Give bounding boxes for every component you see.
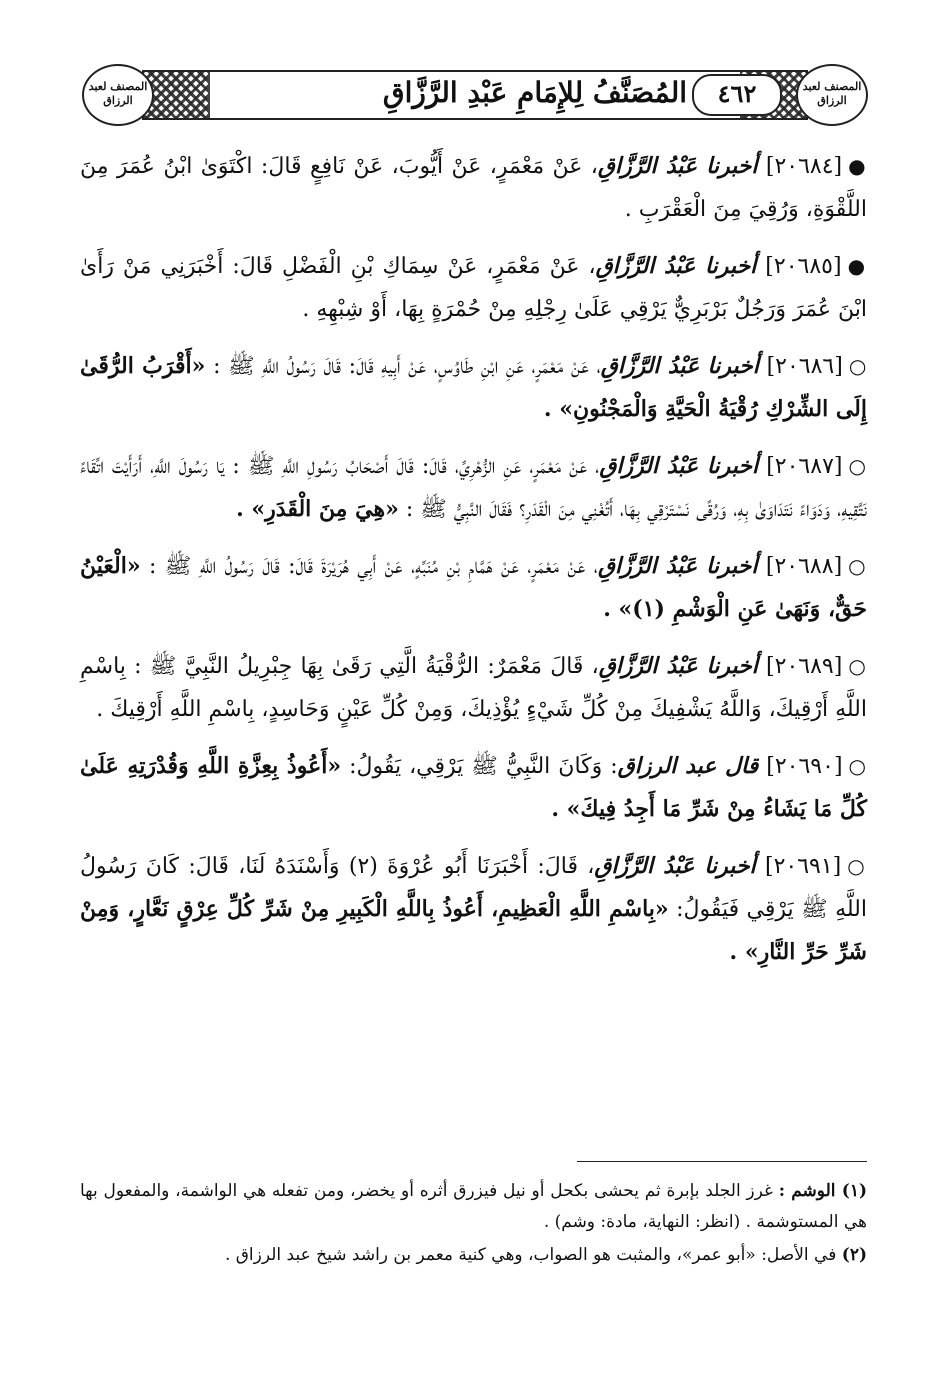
hadith-number: [٢٠٦٨٧] xyxy=(766,454,843,479)
entry-marker: ○ xyxy=(848,754,867,778)
page-header xyxy=(80,62,870,132)
seal-emblem-right: المصنف لعبد الرزاق xyxy=(796,64,868,126)
isnad-source: أخبرنا عَبْدُ الرَّزَّاقِ xyxy=(597,553,758,579)
footnotes xyxy=(80,1176,867,1273)
hadith-quote: «أَعُوذُ بِعِزَّةِ اللَّهِ وَقُدْرَتِهِ عَلَىٰ كُلِّ مَا يَشَاءُ مِنْ شَرِّ مَا أَجِدُ فِيكَ» . xyxy=(80,753,867,822)
seal-emblem-left: المصنف لعبد الرزاق xyxy=(82,64,154,126)
page-number: ٤٦٢ xyxy=(692,74,782,116)
hadith-number: [٢٠٦٩١] xyxy=(764,854,842,879)
hadith-text: ، عَنْ مَعْمَرٍ، عَنِ الزُّهْرِيِّ، قَالَ: قَالَ أَصْحَابُ رَسُولِ اللَّهِ ﷺ : يَا رَسُولَ اللَّهِ، أَرَأَيْتَ اتِّقَاءً نَتَّقِيهِ، وَدَوَاءً نَتَدَاوَىٰ بِهِ، وَرُقًى نَسْتَرْقِي بِهَا، أَتُغْنِي مِنَ الْقَدَرِ؟ فَقَالَ النَّبِيُّ ﷺ : xyxy=(80,454,867,522)
isnad-source: أخبرنا عَبْدُ الرَّزَّاقِ xyxy=(600,353,759,379)
hadith-quote: «الْعَيْنُ حَقٌّ، وَنَهَىٰ عَنِ الْوَشْمِ (١)» . xyxy=(80,553,867,622)
entry-marker: ○ xyxy=(848,554,868,578)
footnote-text: في الأصل: «أبو عمر»، والمثبت هو الصواب، وهي كنية معمر بن راشد شيخ عبد الرزاق . xyxy=(224,1245,837,1265)
hadith-text: ، عَنْ مَعْمَرٍ، عَنْ هَمَّامِ بْنِ مُنَبِّهٍ، عَنْ أَبِي هُرَيْرَةَ قَالَ: قَالَ رَسُولُ اللَّهِ ﷺ : xyxy=(148,554,598,579)
hadith-entry xyxy=(80,145,867,231)
footnote-text: غرز الجلد بإبرة ثم يحشى بكحل أو نيل فيزرق أثره أو يخضر، ومن تفعله هي الواشمة، والمفعول بها هي المستوشمة . (انظر: النهاية، مادة: وشم) . xyxy=(80,1181,867,1232)
hadith-number: [٢٠٦٨٥] xyxy=(765,254,842,279)
entry-marker: ○ xyxy=(847,854,867,878)
hadith-entry xyxy=(80,545,867,631)
hadith-number: [٢٠٦٩٠] xyxy=(766,754,843,779)
hadith-entry xyxy=(80,645,867,731)
hadith-text: ، عَنْ مَعْمَرٍ، عَنْ أَيُّوبَ، عَنْ نَافِعٍ قَالَ: اكْتَوَىٰ ابْنُ عُمَرَ مِنَ اللَّقْوَةِ، وَرُقِيَ مِنَ الْعَقْرَبِ . xyxy=(80,154,867,222)
hadith-quote: «هِيَ مِنَ الْقَدَرِ» . xyxy=(236,496,399,522)
hadith-quote: «بِاسْمِ اللَّهِ الْعَظِيمِ، أَعُوذُ بِاللَّهِ الْكَبِيرِ مِنْ شَرِّ كُلِّ عِرْقٍ نَعَّارٍ، وَمِنْ شَرِّ حَرِّ النَّارِ» . xyxy=(80,896,867,965)
isnad-source: قال عبد الرزاق xyxy=(617,753,759,779)
footnote-label: (١) الوشم : xyxy=(778,1181,867,1201)
entry-marker: ● xyxy=(848,154,867,178)
isnad-source: أخبرنا عَبْدُ الرَّزَّاقِ xyxy=(595,253,757,279)
hadith-number: [٢٠٦٨٨] xyxy=(765,554,843,579)
hadith-text: ، قَالَ: أَخْبَرَنَا أَبُو عُرْوَةَ (٢) وَأَسْنَدَهُ لَنَا، قَالَ: كَانَ رَسُولُ اللَّهِ ﷺ يَرْقِي فَيَقُولُ: xyxy=(80,854,867,922)
running-title: المُصَنَّفُ لِلإِمَامِ عَبْدِ الرَّزَّاقِ xyxy=(382,76,688,109)
hadith-number: [٢٠٦٨٤] xyxy=(765,154,843,179)
hadith-quote: «أَقْرَبُ الرُّقَىٰ إِلَى الشِّرْكِ رُقْيَةُ الْحَيَّةِ وَالْمَجْنُونِ» . xyxy=(80,353,867,422)
hadith-text: ، عَنْ مَعْمَرٍ، عَنْ سِمَاكِ بْنِ الْفَضْلِ قَالَ: أَخْبَرَنِي مَنْ رَأَىٰ ابْنَ عُمَرَ وَرَجُلٌ بَرْبَرِيٌّ يَرْقِي عَلَىٰ رِجْلِهِ مِنْ حُمْرَةٍ بِهَا، أَوْ شِبْهِهِ . xyxy=(80,254,867,322)
footnote-divider xyxy=(577,1161,867,1162)
hadith-entry xyxy=(80,245,867,331)
hadith-text: ، قَالَ مَعْمَرٌ: الرُّقْيَةُ الَّتِي رَقَىٰ بِهَا جِبْرِيلُ النَّبِيَّ ﷺ : بِاسْمِ اللَّهِ أَرْقِيكَ، وَاللَّهُ يَشْفِيكَ مِنْ كُلِّ شَيْءٍ يُؤْذِيكَ، وَمِنْ كُلِّ عَيْنٍ وَحَاسِدٍ، بِاسْمِ اللَّهِ أَرْقِيكَ . xyxy=(80,654,867,722)
entry-marker: ○ xyxy=(848,654,867,678)
hadith-number: [٢٠٦٨٩] xyxy=(766,654,843,679)
hadith-number: [٢٠٦٨٦] xyxy=(766,354,843,379)
hadith-entry xyxy=(80,845,867,974)
hadith-entry xyxy=(80,445,867,531)
entry-marker: ● xyxy=(847,254,868,278)
isnad-source: أخبرنا عَبْدُ الرَّزَّاقِ xyxy=(594,853,756,879)
main-text xyxy=(80,145,867,988)
entry-marker: ○ xyxy=(848,354,867,378)
isnad-source: أخبرنا عَبْدُ الرَّزَّاقِ xyxy=(599,453,759,479)
hadith-entry xyxy=(80,745,867,831)
hadith-entry xyxy=(80,345,867,431)
footnote xyxy=(80,1240,867,1271)
footnote-label: (٢) xyxy=(841,1245,867,1265)
hadith-text: ، عَنْ مَعْمَرٍ، عَنِ ابْنِ طَاوُسٍ، عَنْ أَبِيهِ قَالَ: قَالَ رَسُولُ اللَّهِ ﷺ : xyxy=(213,354,601,379)
isnad-source: أخبرنا عَبْدُ الرَّزَّاقِ xyxy=(597,153,758,179)
entry-marker: ○ xyxy=(848,454,867,478)
isnad-source: أخبرنا عَبْدُ الرَّزَّاقِ xyxy=(598,653,758,679)
footnote xyxy=(80,1176,867,1238)
hadith-text: : وَكَانَ النَّبِيُّ ﷺ يَرْقِي، يَقُولُ: xyxy=(349,754,618,779)
